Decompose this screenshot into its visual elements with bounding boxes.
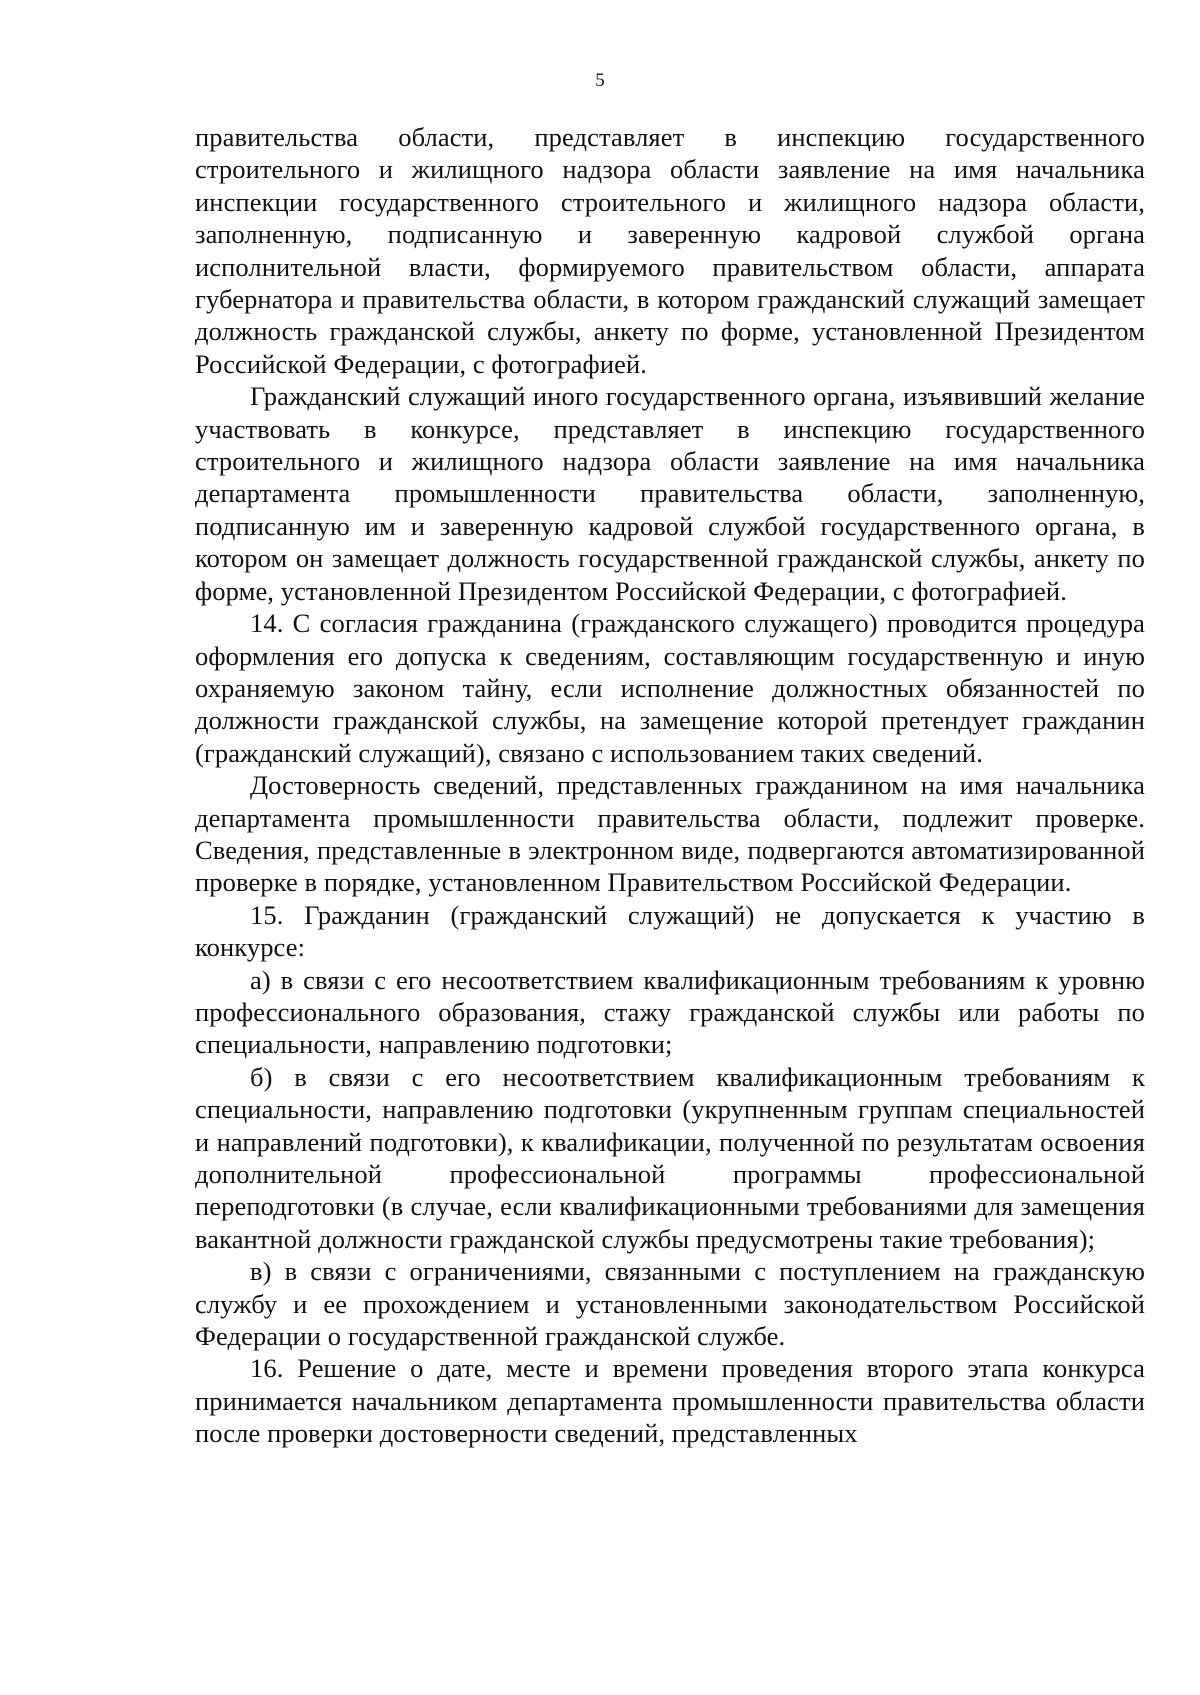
paragraph-clause-15-a: а) в связи с его несоответствием квалификационным требованиям к уровню профессионального образования, стажу гражданской службы или работы по специальности, направлению подготовки; [195, 964, 1145, 1060]
paragraph-clause-14: 14. С согласия гражданина (гражданского служащего) проводится процедура оформления его допуска к сведениям, составляющим государственную и иную охраняемую законом тайну, если исполнение должностных обязанностей по должности гражданской службы, на замещение которой претендует гражданин (гражданский служащий), связано с использованием таких сведений. [195, 608, 1145, 768]
paragraph-clause-15-v: в) в связи с ограничениями, связанными с поступлением на гражданскую службу и ее прохождением и установленными законодательством Российской Федерации о государственной гражданской службе. [195, 1256, 1145, 1352]
paragraph-information-verification: Достоверность сведений, представленных гражданином на имя начальника департамента промышленности правительства области, подлежит проверке. Сведения, представленные в электронном виде, подвергаются автоматизированной проверке в порядке, установленном Правительством Российской Федерации. [195, 770, 1145, 898]
document-body [195, 121, 1145, 1450]
paragraph-continuation: правительства области, представляет в инспекцию государственного строительного и жилищного надзора области заявление на имя начальника инспекции государственного строительного и жилищного надзора области, заполненную, подписанную и заверенную кадровой службой органа исполнительной власти, формируемого правительством области, аппарата губернатора и правительства области, в котором гражданский служащий замещает должность гражданской службы, анкету по форме, установленной Президентом Российской Федерации, с фотографией. [195, 122, 1145, 379]
paragraph-other-state-body-employee: Гражданский служащий иного государственного органа, изъявивший желание участвовать в конкурсе, представляет в инспекцию государственного строительного и жилищного надзора области заявление на имя начальника департамента промышленности правительства области, заполненную, подписанную им и заверенную кадровой службой государственного органа, в котором он замещает должность государственной гражданской службы, анкету по форме, установленной Президентом Российской Федерации, с фотографией. [195, 381, 1145, 606]
paragraph-clause-15: 15. Гражданин (гражданский служащий) не допускается к участию в конкурсе: [195, 899, 1145, 963]
paragraph-clause-15-b: б) в связи с его несоответствием квалификационным требованиям к специальности, направлению подготовки (укрупненным группам специальностей и направлений подготовки), к квалификации, полученной по результатам освоения дополнительной профессиональной программы профессиональной переподготовки (в случае, если квалификационными требованиями для замещения вакантной должности гражданской службы предусмотрены такие требования); [195, 1061, 1145, 1254]
paragraph-clause-16: 16. Решение о дате, месте и времени проведения второго этапа конкурса принимается начальником департамента промышленности правительства области после проверки достоверности сведений, представленных [195, 1353, 1145, 1449]
page-number: 5 [595, 70, 605, 91]
